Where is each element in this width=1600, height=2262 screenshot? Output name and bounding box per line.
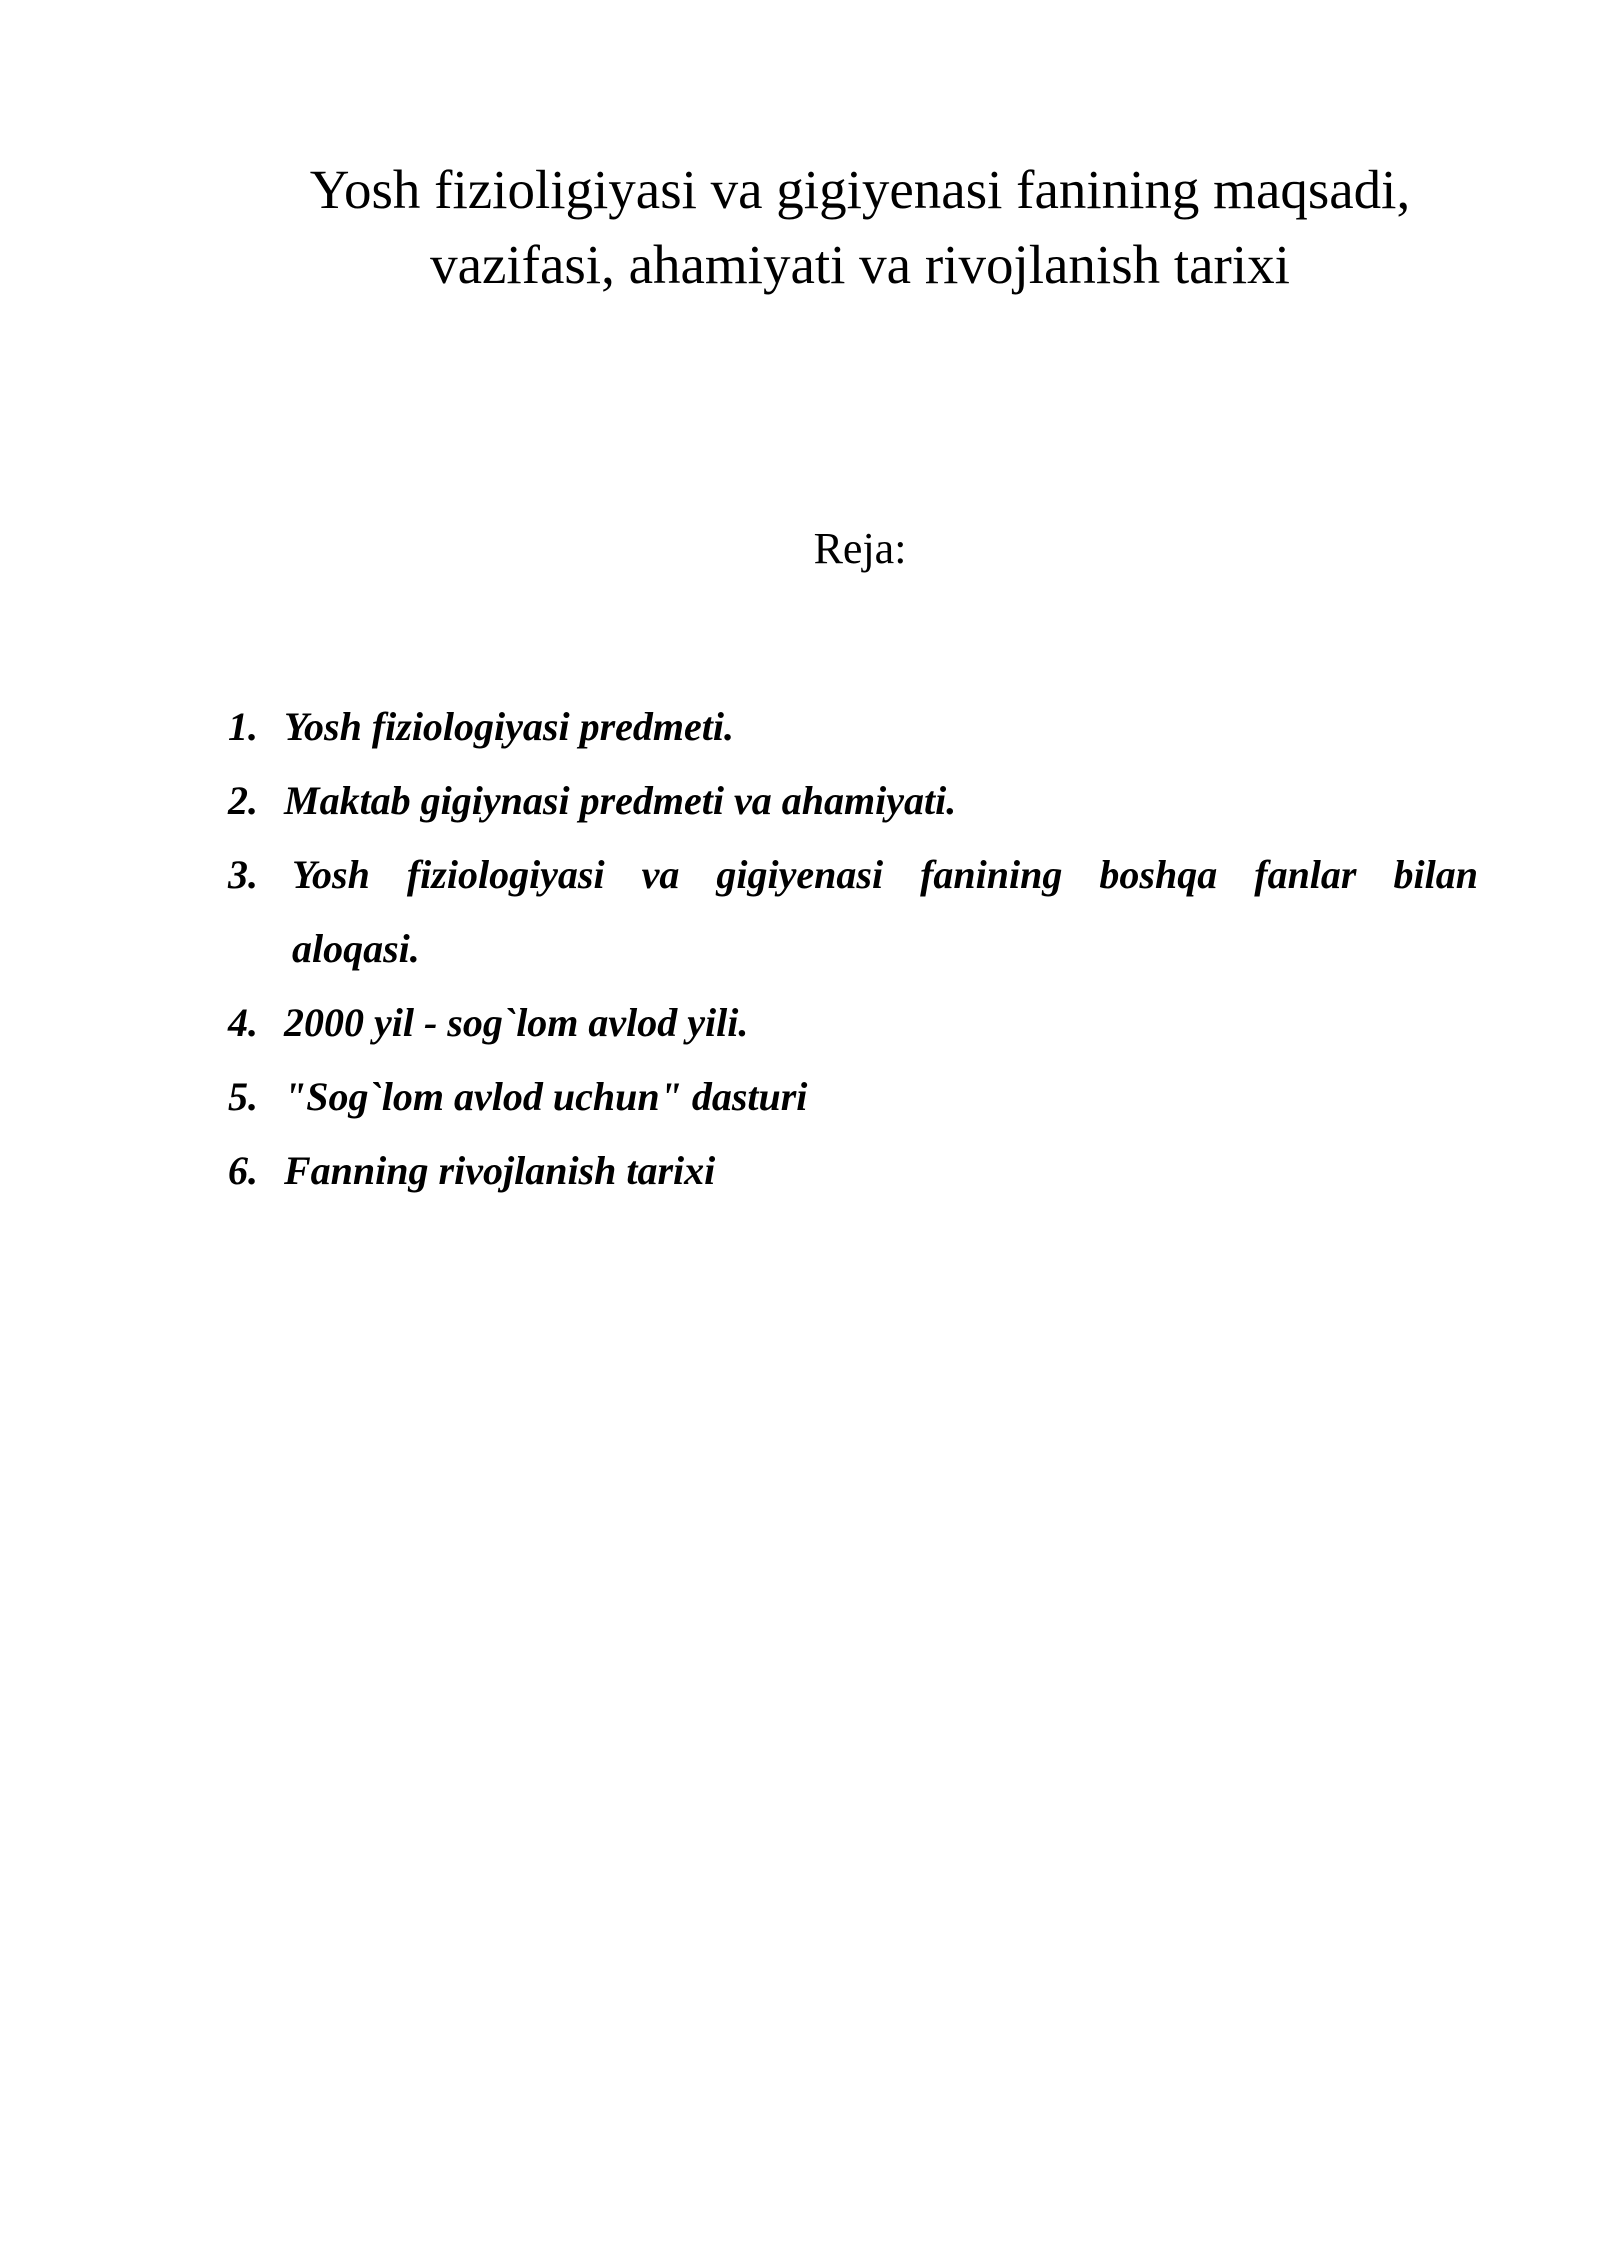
plan-item-text: Yosh fiziologiyasi predmeti. <box>284 704 734 749</box>
plan-item-5 <box>228 1060 1478 1134</box>
plan-item-text-continuation: aloqasi. <box>292 926 420 971</box>
plan-item-text: 2000 yil - sog`lom avlod yili. <box>284 1000 749 1045</box>
plan-item-number: 2. <box>228 778 258 823</box>
plan-item-text: Yosh fiziologiyasi va gigiyenasi fanining boshqa fanlar bilan <box>292 852 1478 897</box>
plan-item-number: 5. <box>228 1074 258 1119</box>
plan-item-3 <box>228 838 1478 986</box>
plan-item-2 <box>228 764 1478 838</box>
plan-item-text: "Sog`lom avlod uchun" dasturi <box>284 1074 808 1119</box>
plan-item-1 <box>228 690 1478 764</box>
plan-item-text: Fanning rivojlanish tarixi <box>284 1148 716 1193</box>
plan-item-4 <box>228 986 1478 1060</box>
plan-list <box>228 690 1478 1208</box>
plan-item-text: Maktab gigiynasi predmeti va ahamiyati. <box>284 778 957 823</box>
plan-heading: Reja: <box>813 524 907 573</box>
plan-item-number: 6. <box>228 1148 258 1193</box>
plan-item-number: 3. <box>228 852 258 897</box>
title-line-1: Yosh fizioligiyasi va gigiyenasi fanining maqsadi, <box>309 159 1411 220</box>
title-line-2: vazifasi, ahamiyati va rivojlanish tarixi <box>430 234 1290 295</box>
document-title <box>200 152 1520 302</box>
plan-item-number: 4. <box>228 1000 258 1045</box>
plan-item-number: 1. <box>228 704 258 749</box>
plan-item-6 <box>228 1134 1478 1208</box>
